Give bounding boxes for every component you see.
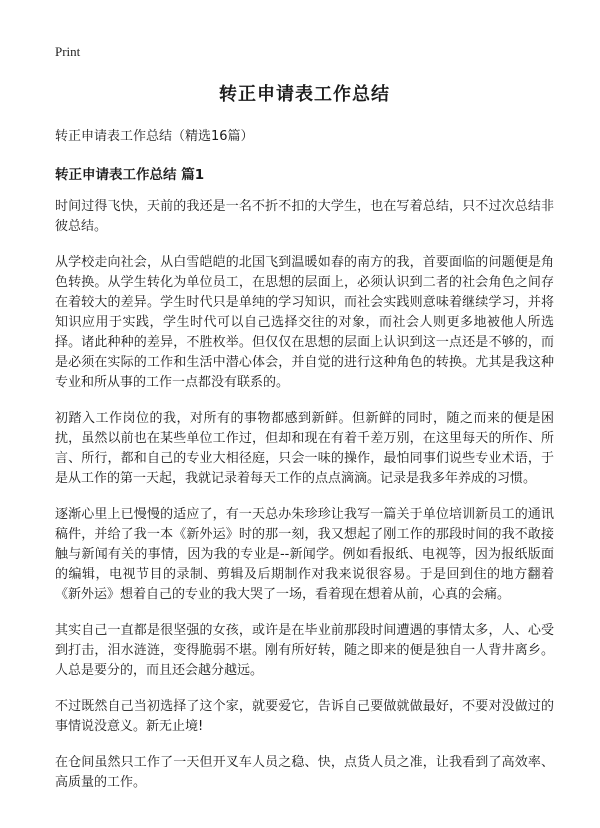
paragraph: 初踏入工作岗位的我，对所有的事物都感到新鲜。但新鲜的同时，随之而来的便是困扰，虽然以前也在某些单位工作过，但却和现在有着千差万别，在这里每天的所作、所言、所行，都和自己的专业大相径庭，只会一味的操作，最怕同事们说些专业术语，于是从工作的第一天起，我就记录着每天工作的点点滴滴。记录是我多年养成的习惯。 xyxy=(55,411,554,486)
document-subtitle: 转正申请表工作总结（精选16篇） xyxy=(55,129,254,144)
print-link[interactable]: Print xyxy=(55,44,81,59)
page-title: 转正申请表工作总结 xyxy=(219,84,390,105)
section-heading: 转正申请表工作总结 篇1 xyxy=(55,167,205,183)
paragraph: 时间过得飞快，天前的我还是一名不折不扣的大学生，也在写着总结，只不过次总结非彼总结。 xyxy=(55,199,554,234)
paragraph: 在仓间虽然只工作了一天但开叉车人员之稳、快，点货人员之准，让我看到了高效率、高质量的工作。 xyxy=(55,755,554,790)
paragraph: 不过既然自己当初选择了这个家，就要爱它，告诉自己要做就做最好，不要对没做过的事情说没意义。新无止境! xyxy=(55,699,554,734)
paragraph: 其实自己一直都是很坚强的女孩，或许是在毕业前那段时间遭遇的事情太多，人、心受到打击，泪水涟涟，变得脆弱不堪。刚有所好转，随之即来的便是独自一人背井离乡。人总是要分的，而且还会越分越远。 xyxy=(55,623,554,678)
paragraph: 从学校走向社会，从白雪皑皑的北国飞到温暖如春的南方的我，首要面临的问题便是角色转换。从学生转化为单位员工，在思想的层面上，必须认识到二者的社会角色之间存在着较大的差异。学生时代只是单纯的学习知识，而社会实践则意味着继续学习，并将知识应用于实践，学生时代可以自己选择交往的对象，而社会人则更多地被他人所选择。诸此种种的差异，不胜枚举。但仅仅在思想的层面上认识到这一点还是不够的，而是必须在实际的工作和生活中潜心体会，并自觉的进行这种角色的转换。尤其是我这种专业和所从事的工作一点都没有联系的。 xyxy=(55,255,554,390)
paragraph: 逐渐心里上已慢慢的适应了，有一天总办朱珍珍让我写一篇关于单位培训新员工的通讯稿件，并给了我一本《新外运》时的那一刻，我又想起了刚工作的那段时间的我不敢接触与新闻有关的事情，因为我的专业是--新闻学。例如看报纸、电视等，因为报纸版面的编辑，电视节目的录制、剪辑及后期制作对我来说很容易。于是回到住的地方翻着《新外运》想着自己的专业的我大哭了一场，看着现在想着从前，心真的会痛。 xyxy=(55,507,554,602)
